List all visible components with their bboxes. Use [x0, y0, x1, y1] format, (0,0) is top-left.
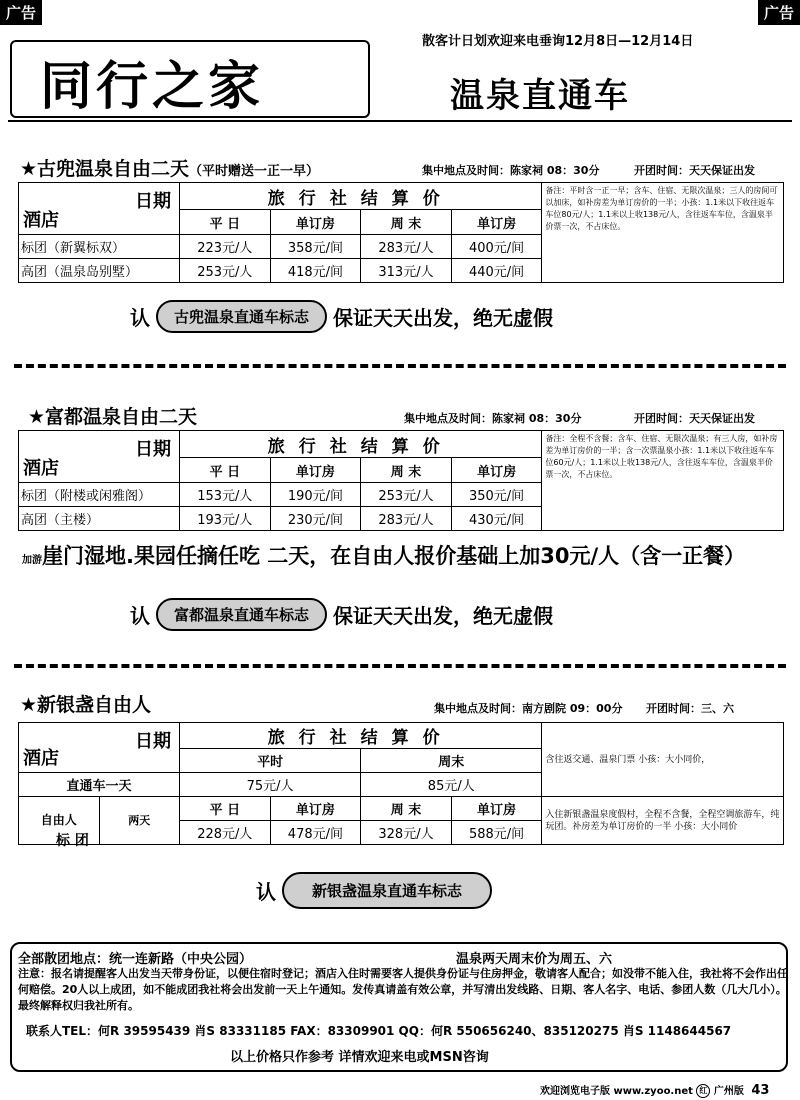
footer-contact: 联系人TEL：何R 39595439 肖S 83331185 FAX：83309901 QQ：何R 550656240、835120275 肖S 1148644567 [26, 1024, 732, 1038]
brand-title: 同行之家 [40, 57, 265, 117]
two-days-label: 两天 [99, 797, 180, 845]
table-row: 直通车一天 75元/人 85元/人 [19, 773, 784, 797]
std-hotel-label: 标 团 [56, 833, 89, 849]
table-row: 高团（温泉岛别墅） 253元/人 418元/间 313元/人 440元/间 [19, 259, 784, 283]
section1-badge-row: 认 古兜温泉直通车标志 保证天天出发，绝无虚假 [130, 300, 553, 333]
section3-depart: 开团时间：三、六 [646, 702, 734, 715]
ad-tag-right: 广告 [758, 0, 800, 25]
section3-gather: 集中地点及时间：南方剧院 09：00分 [434, 702, 623, 715]
section2-badge-row: 认 富都温泉直通车标志 保证天天出发，绝无虚假 [130, 598, 553, 631]
table-corner: 日期 酒店 [19, 431, 180, 483]
page-subtitle: 温泉直通车 [450, 76, 630, 116]
schedule-slogan: 散客计日划欢迎来电垂询12月8日—12月14日 [422, 34, 694, 49]
section2-price-table: 日期 酒店 旅行社结算价 备注：全程不含餐；含车、住宿、无限次温泉；有三人房，如补房差为单订房价的一半；含一次票温泉小孩：1.1米以下收往返车车位60元/人；1.1米以上收138元/人，含往返车车位，含温泉半价票一次，不占床位。 平 日 单订房 周 末 单订房 标团（附楼或闲雅阁） 153元/人 190元/间 253元/人 350元/间 高团（主楼） 193元/人 230元/间 283元/人 430元/间 [18, 430, 784, 531]
section1-gather: 集中地点及时间：陈家祠 08：30分 [422, 164, 600, 177]
agency-price-header: 旅行社结算价 [180, 723, 542, 749]
section3-badge-row: 认 新银盏温泉直通车标志 [256, 872, 492, 909]
table-corner: 日期 酒店 [19, 183, 180, 235]
section2-gather: 集中地点及时间：陈家祠 08：30分 [404, 412, 582, 425]
section1-badge: 古兜温泉直通车标志 [156, 300, 327, 333]
free-label: 自由人 [19, 797, 100, 845]
section1-note: 备注：平时含一正一早；含车、住宿、无限次温泉；三人的房间可以加床，如补房差为单订房价的一半；小孩：1.1米以下收往返车车位80元/人；1.1米以上收138元/人，含往返车车位，含温泉半价票一次，不占床位。 [542, 183, 784, 283]
table-row: 标团（新翼标双） 223元/人 358元/间 283元/人 400元/间 [19, 235, 784, 259]
page-footer: 欢迎浏览电子版 www.zyoo.net 红 广州版 43 [540, 1083, 770, 1098]
header-divider [8, 120, 792, 122]
agency-price-header: 旅行社结算价 [180, 183, 542, 210]
table-row: 标团（附楼或闲雅阁） 153元/人 190元/间 253元/人 350元/间 [19, 483, 784, 507]
section-divider [14, 364, 786, 368]
footer-weekend-note: 温泉两天周末价为周五、六 [456, 952, 613, 967]
page-number: 43 [751, 1083, 770, 1098]
section3-badge: 新银盏温泉直通车标志 [282, 872, 492, 909]
section1-title: ★古兜温泉自由二天（平时赠送一正一早） [20, 158, 320, 180]
section2-note: 备注：全程不含餐；含车、住宿、无限次温泉；有三人房，如补房差为单订房价的一半；含一次票温泉小孩：1.1米以下收往返车车位60元/人；1.1米以上收138元/人，含往返车车位，含温泉半价票一次，不占床位。 [542, 431, 784, 531]
section-divider [14, 664, 786, 668]
table-row: 高团（主楼） 193元/人 230元/间 283元/人 430元/间 [19, 507, 784, 531]
section2-depart: 开团时间：天天保证出发 [634, 412, 755, 425]
ad-tag-left: 广告 [0, 0, 42, 25]
section3-title: ★新银盏自由人 [20, 694, 152, 716]
section1-depart: 开团时间：天天保证出发 [634, 164, 755, 177]
section3-price-table: 日期 酒店 旅行社结算价 含往返交通、温泉门票 小孩：大小同价， 平时 周末 直通车一天 75元/人 85元/人 自由人 两天 平 日 单订房 周 末 单订房 入住新银盏温泉度假村，全程不含餐，全程空调旅游车，纯玩团。补房差为单订房价的一半 小孩：大小同价 228元/人 478元/间 328元/人 588元/间 [18, 722, 784, 845]
section1-price-table: 日期 酒店 旅行社结算价 备注：平时含一正一早；含车、住宿、无限次温泉；三人的房间可以加床，如补房差为单订房价的一半；小孩：1.1米以下收往返车车位80元/人；1.1米以上收138元/人，含往返车车位，含温泉半价票一次，不占床位。 平 日 单订房 周 末 单订房 标团（新翼标双） 223元/人 358元/间 283元/人 400元/间 高团（温泉岛别墅） 253元/人 418元/间 313元/人 440元/间 [18, 182, 784, 283]
section3-direct-note: 含往返交通、温泉门票 小孩：大小同价， [542, 723, 784, 797]
footer-location: 全部散团地点：统一连新路（中央公园） [18, 952, 253, 967]
section3-std-note: 入住新银盏温泉度假村，全程不含餐，全程空调旅游车，纯玩团。补房差为单订房价的一半 小孩：大小同价 [542, 797, 784, 845]
section2-title: ★富都温泉自由二天 [28, 406, 198, 428]
newspaper-logo-icon: 红 [696, 1084, 710, 1098]
table-row: 228元/人 478元/间 328元/人 588元/间 [19, 821, 784, 845]
footer-notice: 注意：报名请提醒客人出发当天带身份证，以便住宿时登记；酒店入住时需要客人提供身份证与住房押金，敬请客人配合；如没带不能入住，我社将不会作出任何赔偿。20人以上成团，如不能成团我社将会出发前一天上午通知。发传真请盖有效公章，并写清出发线路、日期、客人名字、电话、参团人数（几大几小）。最终解释权归我社所有。 [18, 967, 788, 1012]
table-corner: 日期 酒店 [19, 723, 180, 773]
section2-promo: 加游崖门湿地.果园任摘任吃 二天，在自由人报价基础上加30元/人（含一正餐） [22, 544, 746, 568]
section2-badge: 富都温泉直通车标志 [156, 598, 327, 631]
footer-reference: 以上价格只作参考 详情欢迎来电或MSN咨询 [230, 1050, 489, 1065]
agency-price-header: 旅行社结算价 [180, 431, 542, 458]
